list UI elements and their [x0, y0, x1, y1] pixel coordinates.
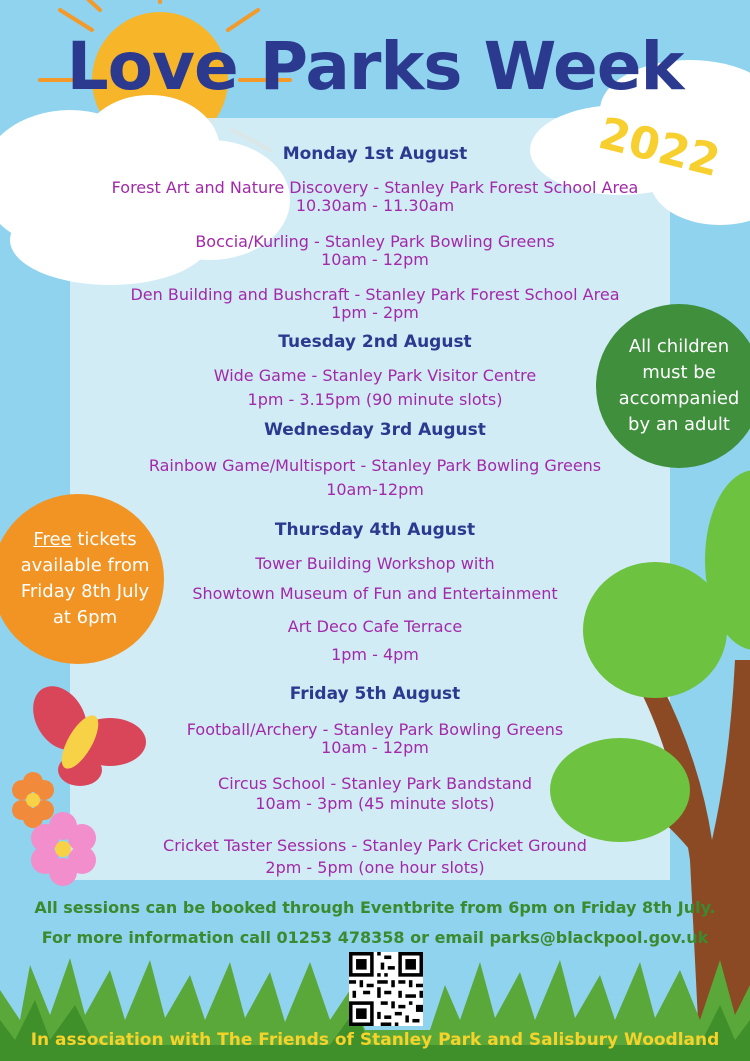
- event-time: 10.30am - 11.30am: [295, 196, 455, 215]
- year-label: 2022: [593, 108, 725, 188]
- badge-line: accompanied: [618, 388, 740, 409]
- event-time: 1pm - 4pm: [331, 645, 419, 664]
- event-time: 1pm - 2pm: [331, 303, 419, 322]
- booking-info: All sessions can be booked through Eventbrite from 6pm on Friday 8th July.: [34, 898, 716, 917]
- event-time: 10am-12pm: [326, 480, 424, 499]
- event-time: 2pm - 5pm (one hour slots): [265, 858, 485, 877]
- badge-line: by an adult: [628, 414, 730, 435]
- supervision-badge: [596, 304, 750, 468]
- event-title: Football/Archery - Stanley Park Bowling Greens: [186, 720, 564, 739]
- badge-line: at 6pm: [52, 607, 118, 628]
- qr-code-icon: [349, 952, 423, 1026]
- free-tickets-badge: [0, 494, 164, 664]
- page-title: Love Parks Week: [66, 28, 684, 105]
- badge-line: available from: [20, 555, 150, 576]
- badge-line: Friday 8th July: [20, 581, 150, 602]
- event-title: Boccia/Kurling - Stanley Park Bowling Greens: [195, 232, 555, 251]
- day-heading-tuesday: Tuesday 2nd August: [278, 332, 472, 352]
- badge-line: tickets: [71, 529, 137, 550]
- event-title: Rainbow Game/Multisport - Stanley Park Bowling Greens: [148, 456, 602, 475]
- event-time: 10am - 12pm: [321, 738, 429, 757]
- association-credit: In association with The Friends of Stanley Park and Salisbury Woodland: [30, 1030, 720, 1050]
- event-title: Cricket Taster Sessions - Stanley Park Cricket Ground: [163, 836, 587, 855]
- day-heading-monday: Monday 1st August: [282, 144, 468, 164]
- event-time: 10am - 12pm: [321, 250, 429, 269]
- day-heading-thursday: Thursday 4th August: [274, 520, 476, 540]
- badge-line: must be: [642, 362, 716, 383]
- event-location: Art Deco Cafe Terrace: [287, 617, 463, 636]
- event-title: Tower Building Workshop with: [255, 554, 495, 573]
- event-title: Forest Art and Nature Discovery - Stanley Park Forest School Area: [111, 178, 639, 197]
- event-title: Wide Game - Stanley Park Visitor Centre: [213, 366, 537, 385]
- day-heading-wednesday: Wednesday 3rd August: [264, 420, 486, 440]
- free-label: Free: [33, 529, 72, 550]
- day-heading-friday: Friday 5th August: [289, 684, 461, 704]
- event-time: 1pm - 3.15pm (90 minute slots): [247, 390, 503, 409]
- badge-line: All children: [628, 336, 730, 357]
- event-venue: Showtown Museum of Fun and Entertainment: [192, 584, 558, 603]
- event-title: Circus School - Stanley Park Bandstand: [218, 774, 532, 793]
- contact-info: For more information call 01253 478358 or email parks@blackpool.gov.uk: [41, 928, 709, 947]
- event-time: 10am - 3pm (45 minute slots): [255, 794, 495, 813]
- event-title: Den Building and Bushcraft - Stanley Park Forest School Area: [130, 285, 620, 304]
